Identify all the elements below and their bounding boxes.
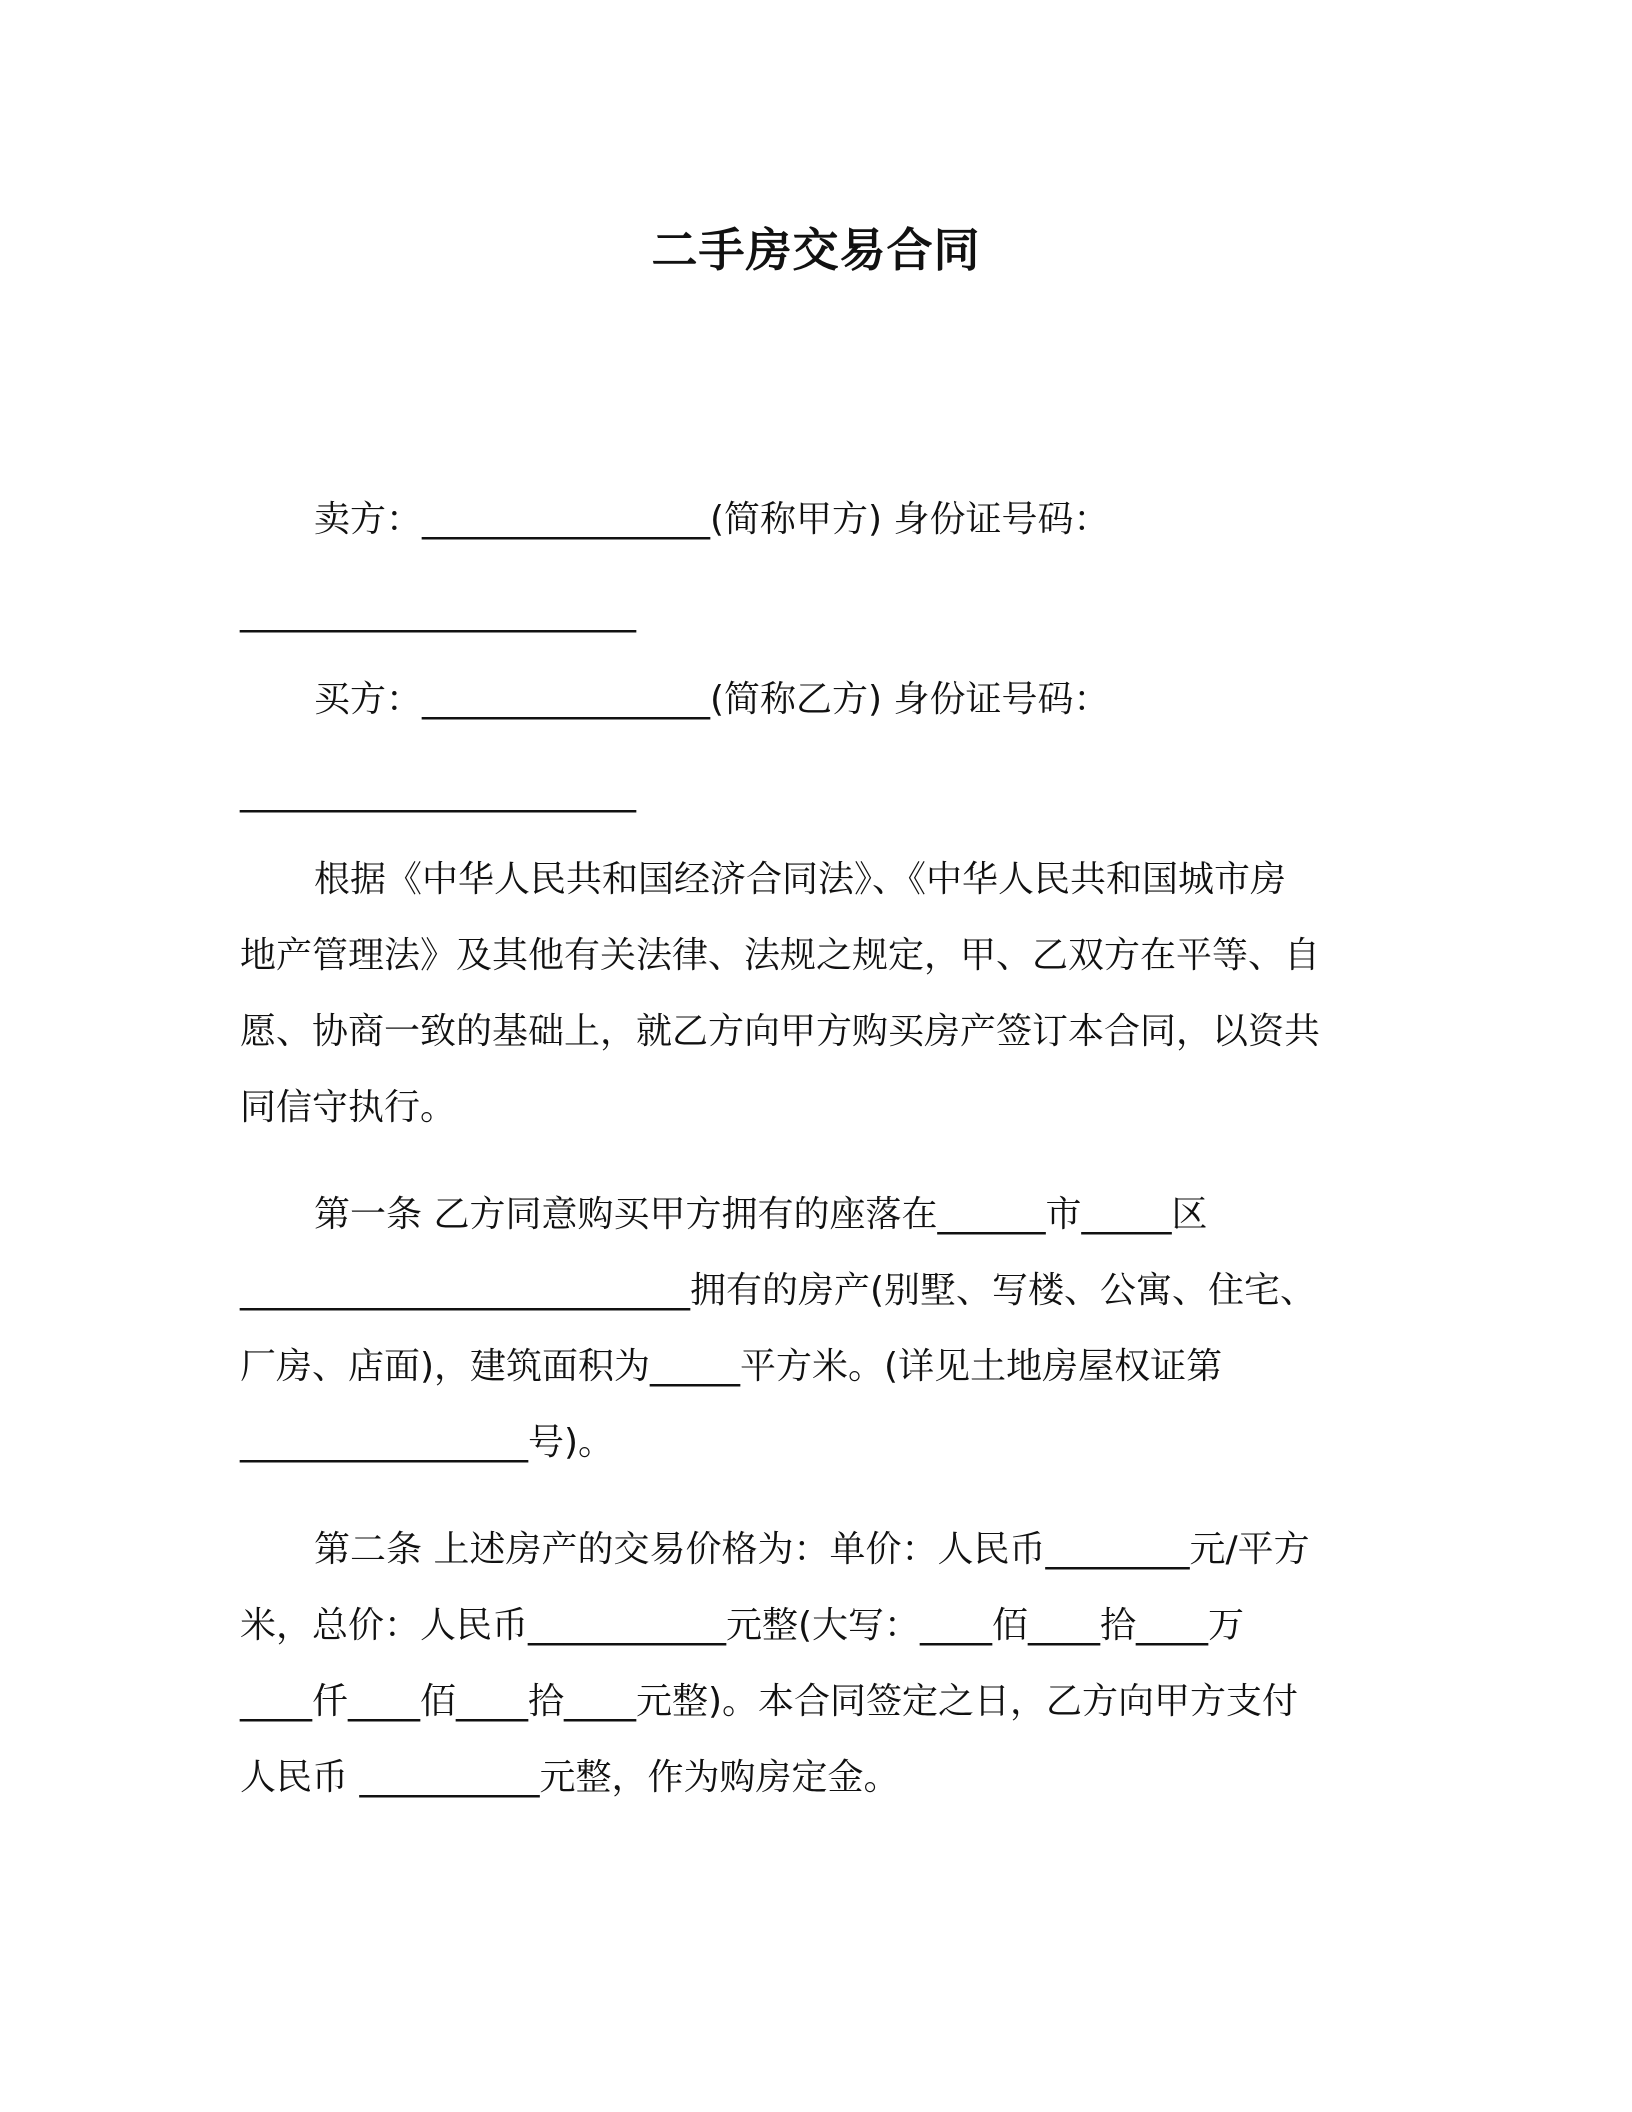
seller-line: 卖方：________________(简称甲方) 身份证号码：	[314, 499, 1110, 540]
preamble-line-4: 同信守执行。	[240, 1087, 457, 1128]
preamble-line-1: 根据《中华人民共和国经济合同法》、《中华人民共和国城市房	[314, 859, 1287, 900]
article1-line-4: ________________号)。	[240, 1422, 615, 1463]
seller-id-line: ______________________	[240, 592, 636, 633]
document-title: 二手房交易合同	[651, 223, 981, 277]
preamble-line-2: 地产管理法》及其他有关法律、法规之规定，甲、乙双方在平等、自	[240, 935, 1321, 976]
preamble-line-3: 愿、协商一致的基础上，就乙方向甲方购买房产签订本合同，以资共	[240, 1011, 1321, 1052]
article2-line-1: 第二条 上述房产的交易价格为：单价：人民币________元/平方	[314, 1529, 1310, 1570]
article2-line-4: 人民币 __________元整，作为购房定金。	[240, 1757, 900, 1798]
buyer-line: 买方：________________(简称乙方) 身份证号码：	[314, 679, 1110, 720]
article2-line-3: ____仟____佰____拾____元整)。本合同签定之日，乙方向甲方支付	[240, 1681, 1299, 1722]
article2-line-2: 米，总价：人民币___________元整(大写：____佰____拾____万	[240, 1605, 1245, 1646]
article1-line-1: 第一条 乙方同意购买甲方拥有的座落在______市_____区	[314, 1194, 1208, 1235]
buyer-id-line: ______________________	[240, 772, 636, 813]
article1-line-3: 厂房、店面)，建筑面积为_____平方米。(详见土地房屋权证第	[240, 1346, 1223, 1387]
article1-line-2: _________________________拥有的房产(别墅、写楼、公寓、住宅、	[240, 1270, 1317, 1311]
